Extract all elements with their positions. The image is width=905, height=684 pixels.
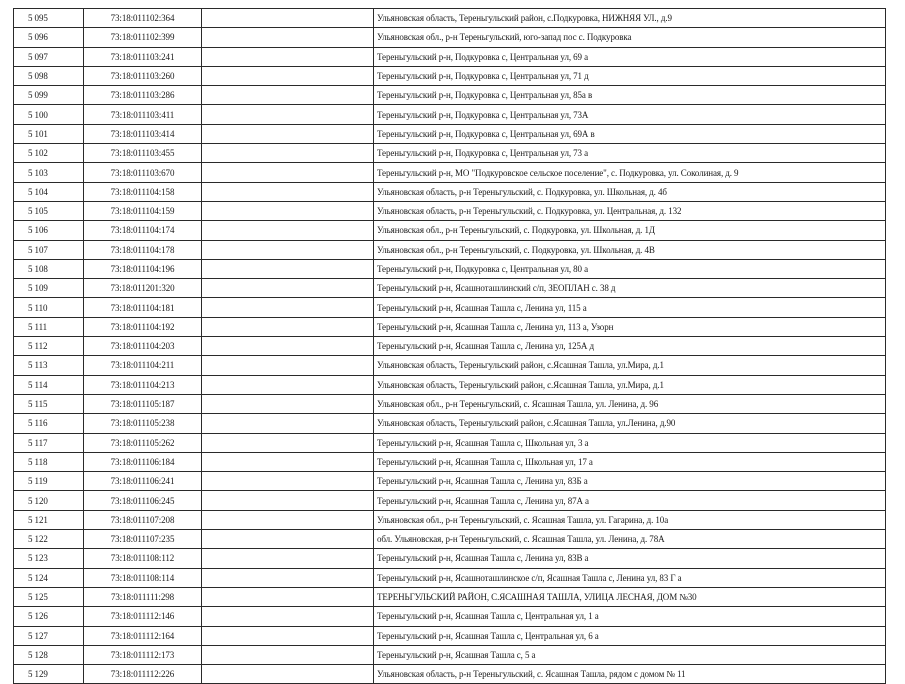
- table-row: [14, 587, 886, 606]
- cadastral-number: 73:18:011103:286: [84, 86, 202, 105]
- row-number: 5 113: [14, 356, 84, 375]
- empty-cell: [202, 337, 374, 356]
- empty-cell: [202, 124, 374, 143]
- cadastral-number: 73:18:011104:192: [84, 317, 202, 336]
- cadastral-number: 73:18:011104:181: [84, 298, 202, 317]
- empty-cell: [202, 665, 374, 684]
- table-row: [14, 144, 886, 163]
- address-cell: Ульяновская область, Тереньгульский район, с.Ясашная Ташла, ул.Ленина, д.90: [374, 414, 886, 433]
- cadastral-number: 73:18:011103:670: [84, 163, 202, 182]
- cadastral-number: 73:18:011107:208: [84, 510, 202, 529]
- cadastral-number: 73:18:011104:213: [84, 375, 202, 394]
- empty-cell: [202, 626, 374, 645]
- address-cell: Тереньгульский р-н, Ясашная Ташла с, Ленина ул, 115 а: [374, 298, 886, 317]
- table-row: [14, 607, 886, 626]
- address-cell: Тереньгульский р-н, Подкуровка с, Центральная ул, 85а в: [374, 86, 886, 105]
- cadastral-number: 73:18:011107:235: [84, 530, 202, 549]
- address-cell: Ульяновская обл., р-н Тереньгульский, с. Ясашная Ташла, ул. Гагарина, д. 10а: [374, 510, 886, 529]
- row-number: 5 104: [14, 182, 84, 201]
- registry-table-body: [14, 9, 886, 684]
- row-number: 5 122: [14, 530, 84, 549]
- empty-cell: [202, 491, 374, 510]
- address-cell: Тереньгульский р-н, МО "Подкуровское сельское поселение", с. Подкуровка, ул. Соколиная, д. 9: [374, 163, 886, 182]
- table-row: [14, 105, 886, 124]
- address-cell: ТЕРЕНЬГУЛЬСКИЙ РАЙОН, С.ЯСАШНАЯ ТАШЛА, УЛИЦА ЛЕСНАЯ, ДОМ №30: [374, 587, 886, 606]
- table-row: [14, 124, 886, 143]
- cadastral-number: 73:18:011104:174: [84, 221, 202, 240]
- cadastral-number: 73:18:011111:298: [84, 587, 202, 606]
- cadastral-number: 73:18:011108:114: [84, 568, 202, 587]
- address-cell: Тереньгульский р-н, Ясашная Ташла с, Ленина ул, 125А д: [374, 337, 886, 356]
- cadastral-number: 73:18:011106:241: [84, 472, 202, 491]
- address-cell: Ульяновская область, Тереньгульский район, с.Подкуровка, НИЖНЯЯ УЛ., д.9: [374, 9, 886, 28]
- empty-cell: [202, 645, 374, 664]
- empty-cell: [202, 549, 374, 568]
- table-row: [14, 472, 886, 491]
- row-number: 5 102: [14, 144, 84, 163]
- cadastral-number: 73:18:011102:399: [84, 28, 202, 47]
- empty-cell: [202, 163, 374, 182]
- row-number: 5 103: [14, 163, 84, 182]
- empty-cell: [202, 182, 374, 201]
- row-number: 5 129: [14, 665, 84, 684]
- address-cell: Тереньгульский р-н, Ясашная Ташла с, Школьная ул, 3 а: [374, 433, 886, 452]
- empty-cell: [202, 221, 374, 240]
- empty-cell: [202, 86, 374, 105]
- empty-cell: [202, 317, 374, 336]
- cadastral-number: 73:18:011104:159: [84, 201, 202, 220]
- table-row: [14, 568, 886, 587]
- cadastral-number: 73:18:011102:364: [84, 9, 202, 28]
- row-number: 5 098: [14, 66, 84, 85]
- row-number: 5 108: [14, 259, 84, 278]
- table-row: [14, 240, 886, 259]
- cadastral-number: 73:18:011106:245: [84, 491, 202, 510]
- empty-cell: [202, 279, 374, 298]
- registry-table: [13, 8, 886, 684]
- row-number: 5 099: [14, 86, 84, 105]
- cadastral-number: 73:18:011112:164: [84, 626, 202, 645]
- cadastral-number: 73:18:011104:196: [84, 259, 202, 278]
- row-number: 5 114: [14, 375, 84, 394]
- cadastral-number: 73:18:011103:455: [84, 144, 202, 163]
- table-row: [14, 279, 886, 298]
- table-row: [14, 433, 886, 452]
- cadastral-number: 73:18:011201:320: [84, 279, 202, 298]
- cadastral-number: 73:18:011112:146: [84, 607, 202, 626]
- empty-cell: [202, 201, 374, 220]
- row-number: 5 106: [14, 221, 84, 240]
- row-number: 5 115: [14, 394, 84, 413]
- table-row: [14, 298, 886, 317]
- empty-cell: [202, 356, 374, 375]
- empty-cell: [202, 259, 374, 278]
- empty-cell: [202, 375, 374, 394]
- cadastral-number: 73:18:011103:414: [84, 124, 202, 143]
- row-number: 5 121: [14, 510, 84, 529]
- row-number: 5 107: [14, 240, 84, 259]
- address-cell: Тереньгульский р-н, Ясашная Ташла с, Центральная ул, 6 а: [374, 626, 886, 645]
- address-cell: Тереньгульский р-н, Ясашная Ташла с, Ленина ул, 113 а, Узорн: [374, 317, 886, 336]
- address-cell: Ульяновская обл., р-н Тереньгульский, юго-запад пос с. Подкуровка: [374, 28, 886, 47]
- empty-cell: [202, 587, 374, 606]
- empty-cell: [202, 568, 374, 587]
- table-row: [14, 626, 886, 645]
- address-cell: Ульяновская область, р-н Тереньгульский, с. Подкуровка, ул. Центральная, д. 132: [374, 201, 886, 220]
- row-number: 5 119: [14, 472, 84, 491]
- address-cell: Тереньгульский р-н, Ясашная Ташла с, Ленина ул, 83В а: [374, 549, 886, 568]
- row-number: 5 127: [14, 626, 84, 645]
- address-cell: Ульяновская область, р-н Тереньгульский, с. Ясашная Ташла, рядом с домом № 11: [374, 665, 886, 684]
- address-cell: Ульяновская обл., р-н Тереньгульский, с. Ясашная Ташла, ул. Ленина, д. 96: [374, 394, 886, 413]
- cadastral-number: 73:18:011105:238: [84, 414, 202, 433]
- table-row: [14, 375, 886, 394]
- empty-cell: [202, 510, 374, 529]
- row-number: 5 105: [14, 201, 84, 220]
- address-cell: Тереньгульский р-н, Подкуровка с, Центральная ул, 73А: [374, 105, 886, 124]
- table-row: [14, 163, 886, 182]
- empty-cell: [202, 9, 374, 28]
- address-cell: Тереньгульский р-н, Ясашноташлинское с/п, Ясашная Ташла с, Ленина ул, 83 Г а: [374, 568, 886, 587]
- address-cell: Ульяновская обл., р-н Тереньгульский, с. Подкуровка, ул. Школьная, д. 1Д: [374, 221, 886, 240]
- row-number: 5 125: [14, 587, 84, 606]
- table-row: [14, 182, 886, 201]
- table-row: [14, 9, 886, 28]
- table-row: [14, 510, 886, 529]
- address-cell: Тереньгульский р-н, Ясашная Ташла с, Школьная ул, 17 а: [374, 452, 886, 471]
- address-cell: Тереньгульский р-н, Подкуровка с, Центральная ул, 69А в: [374, 124, 886, 143]
- address-cell: обл. Ульяновская, р-н Тереньгульский, с. Ясашная Ташла, ул. Ленина, д. 78А: [374, 530, 886, 549]
- cadastral-number: 73:18:011104:203: [84, 337, 202, 356]
- table-row: [14, 530, 886, 549]
- row-number: 5 118: [14, 452, 84, 471]
- empty-cell: [202, 414, 374, 433]
- empty-cell: [202, 298, 374, 317]
- empty-cell: [202, 47, 374, 66]
- row-number: 5 126: [14, 607, 84, 626]
- table-row: [14, 86, 886, 105]
- cadastral-number: 73:18:011103:260: [84, 66, 202, 85]
- row-number: 5 111: [14, 317, 84, 336]
- row-number: 5 095: [14, 9, 84, 28]
- empty-cell: [202, 240, 374, 259]
- table-row: [14, 47, 886, 66]
- row-number: 5 117: [14, 433, 84, 452]
- address-cell: Тереньгульский р-н, Подкуровка с, Центральная ул, 80 а: [374, 259, 886, 278]
- row-number: 5 112: [14, 337, 84, 356]
- row-number: 5 109: [14, 279, 84, 298]
- table-row: [14, 665, 886, 684]
- cadastral-number: 73:18:011104:211: [84, 356, 202, 375]
- address-cell: Ульяновская область, Тереньгульский район, с.Ясашная Ташла, ул.Мира, д.1: [374, 356, 886, 375]
- table-row: [14, 201, 886, 220]
- address-cell: Тереньгульский р-н, Подкуровка с, Центральная ул, 73 а: [374, 144, 886, 163]
- empty-cell: [202, 607, 374, 626]
- table-row: [14, 491, 886, 510]
- table-row: [14, 645, 886, 664]
- empty-cell: [202, 105, 374, 124]
- row-number: 5 096: [14, 28, 84, 47]
- table-row: [14, 452, 886, 471]
- address-cell: Тереньгульский р-н, Подкуровка с, Центральная ул, 71 д: [374, 66, 886, 85]
- table-row: [14, 259, 886, 278]
- table-row: [14, 221, 886, 240]
- empty-cell: [202, 66, 374, 85]
- row-number: 5 097: [14, 47, 84, 66]
- cadastral-number: 73:18:011112:173: [84, 645, 202, 664]
- row-number: 5 124: [14, 568, 84, 587]
- empty-cell: [202, 530, 374, 549]
- row-number: 5 123: [14, 549, 84, 568]
- address-cell: Ульяновская обл., р-н Тереньгульский, с. Подкуровка, ул. Школьная, д. 4В: [374, 240, 886, 259]
- cadastral-number: 73:18:011105:187: [84, 394, 202, 413]
- empty-cell: [202, 472, 374, 491]
- cadastral-number: 73:18:011106:184: [84, 452, 202, 471]
- row-number: 5 116: [14, 414, 84, 433]
- address-cell: Тереньгульский р-н, Ясашная Ташла с, Центральная ул, 1 а: [374, 607, 886, 626]
- row-number: 5 120: [14, 491, 84, 510]
- table-row: [14, 317, 886, 336]
- empty-cell: [202, 28, 374, 47]
- empty-cell: [202, 144, 374, 163]
- address-cell: Ульяновская область, Тереньгульский район, с.Ясашная Ташла, ул.Мира, д.1: [374, 375, 886, 394]
- cadastral-number: 73:18:011105:262: [84, 433, 202, 452]
- row-number: 5 110: [14, 298, 84, 317]
- table-row: [14, 414, 886, 433]
- address-cell: Тереньгульский р-н, Ясашная Ташла с, Ленина ул, 87А а: [374, 491, 886, 510]
- row-number: 5 101: [14, 124, 84, 143]
- empty-cell: [202, 394, 374, 413]
- empty-cell: [202, 433, 374, 452]
- address-cell: Тереньгульский р-н, Ясашная Ташла с, 5 а: [374, 645, 886, 664]
- table-row: [14, 356, 886, 375]
- address-cell: Тереньгульский р-н, Ясашная Ташла с, Ленина ул, 83Б а: [374, 472, 886, 491]
- cadastral-number: 73:18:011103:241: [84, 47, 202, 66]
- address-cell: Ульяновская область, р-н Тереньгульский, с. Подкуровка, ул. Школьная, д. 4б: [374, 182, 886, 201]
- row-number: 5 100: [14, 105, 84, 124]
- cadastral-number: 73:18:011104:158: [84, 182, 202, 201]
- address-cell: Тереньгульский р-н, Ясашноташлинский с/п, ЗЕОПЛАН с. 38 д: [374, 279, 886, 298]
- cadastral-number: 73:18:011112:226: [84, 665, 202, 684]
- cadastral-number: 73:18:011108:112: [84, 549, 202, 568]
- table-row: [14, 28, 886, 47]
- table-row: [14, 394, 886, 413]
- table-row: [14, 549, 886, 568]
- row-number: 5 128: [14, 645, 84, 664]
- empty-cell: [202, 452, 374, 471]
- cadastral-number: 73:18:011103:411: [84, 105, 202, 124]
- table-row: [14, 66, 886, 85]
- cadastral-number: 73:18:011104:178: [84, 240, 202, 259]
- address-cell: Тереньгульский р-н, Подкуровка с, Центральная ул, 69 а: [374, 47, 886, 66]
- table-row: [14, 337, 886, 356]
